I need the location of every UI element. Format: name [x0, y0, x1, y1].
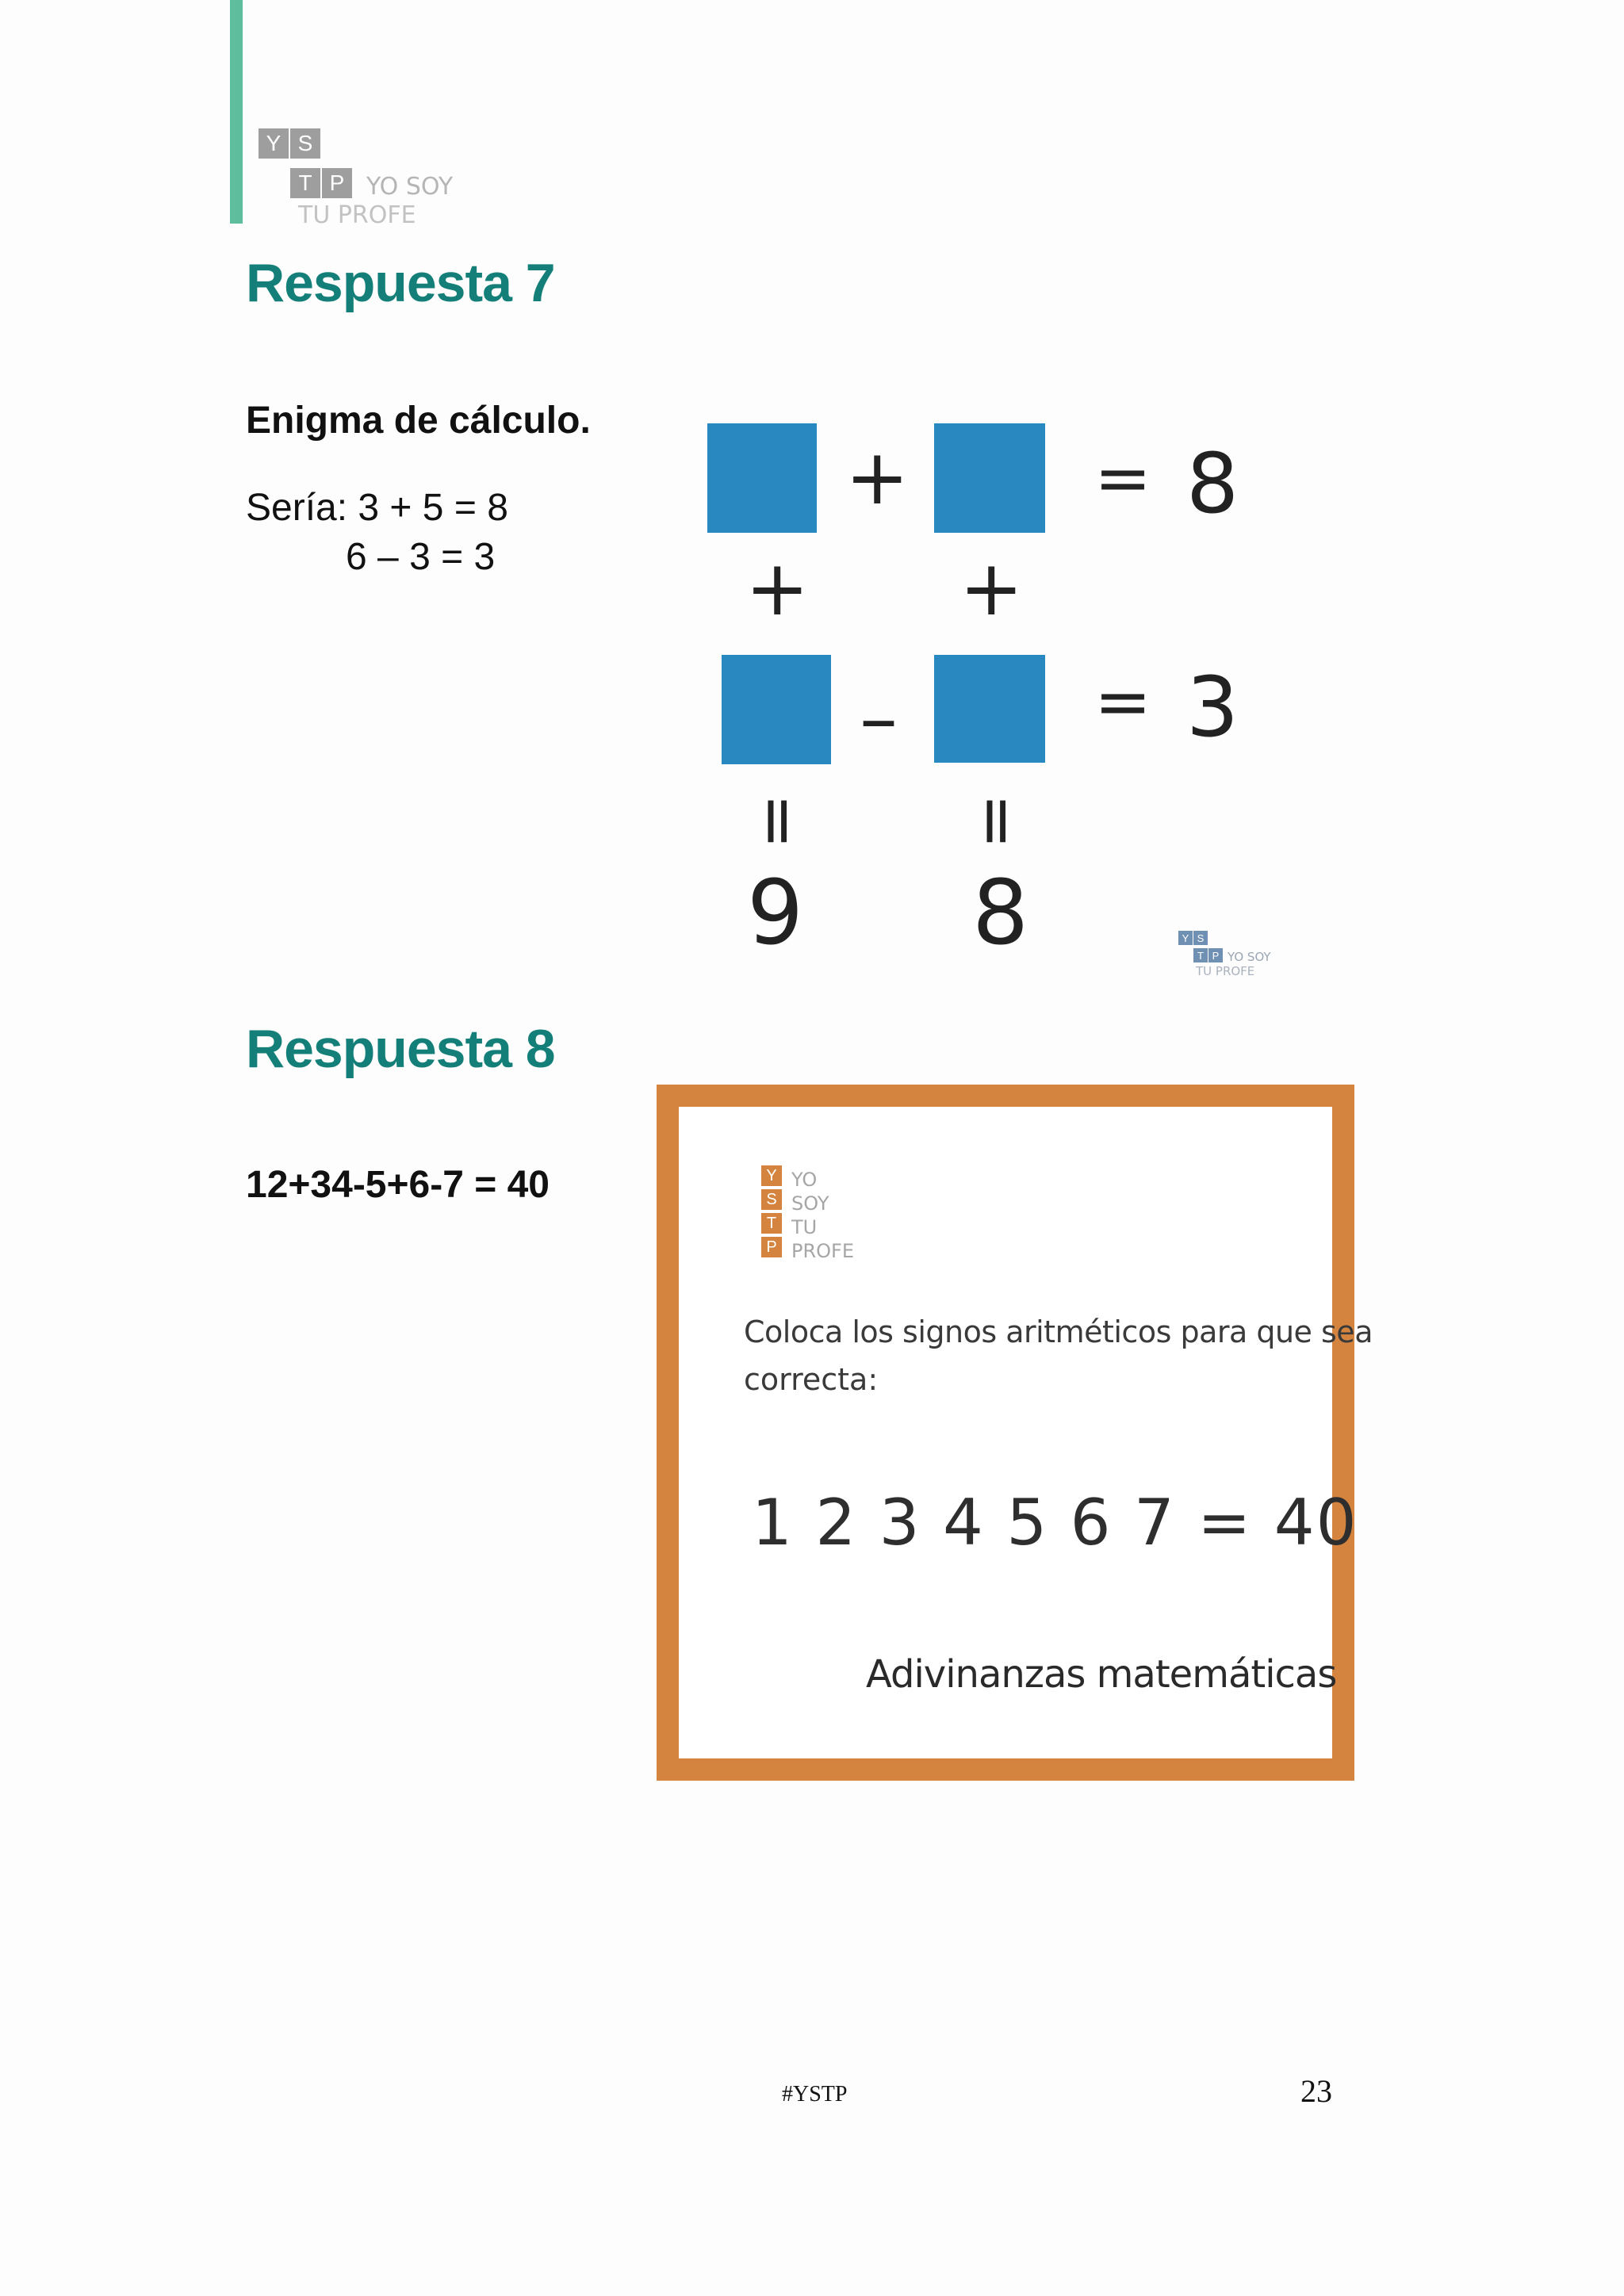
- puzzle-square-bottom-right: [934, 655, 1045, 763]
- card-logo-word-tu: TU: [791, 1216, 818, 1238]
- answer-equation: 12+34-5+6-7 = 40: [246, 1164, 550, 1206]
- watermark-letter-y: Y: [1178, 931, 1193, 945]
- logo-letter-y: Y: [259, 128, 289, 159]
- card-instruction-line2: correcta:: [744, 1362, 879, 1397]
- card-logo-letter-y: Y: [761, 1165, 782, 1186]
- puzzle-watermark-logo: [1178, 931, 1297, 978]
- puzzle-square-top-right: [934, 423, 1045, 533]
- answer-line-1: Sería: 3 + 5 = 8: [246, 487, 508, 529]
- card-logo: [761, 1165, 888, 1270]
- card-logo-letter-s: S: [761, 1189, 782, 1210]
- logo-letter-s: S: [290, 128, 320, 159]
- riddle-card-image: [657, 1085, 1373, 1781]
- watermark-letter-t: T: [1193, 948, 1208, 962]
- card-logo-word-soy: SOY: [791, 1192, 829, 1215]
- answer-line-2: 6 – 3 = 3: [346, 536, 496, 578]
- heading-respuesta-8: Respuesta 8: [246, 1019, 555, 1079]
- card-caption: Adivinanzas matemáticas: [866, 1652, 1337, 1697]
- card-logo-letter-t: T: [761, 1213, 782, 1234]
- card-equation: 1 2 3 4 5 6 7 = 40: [752, 1486, 1358, 1559]
- page-number: 23: [1300, 2073, 1332, 2109]
- puzzle-equals-bottom: =: [1094, 662, 1152, 741]
- calculation-puzzle-image: [698, 412, 1300, 983]
- logo-text-line1: YO SOY: [366, 173, 454, 201]
- subtitle-enigma: Enigma de cálculo.: [246, 400, 591, 442]
- puzzle-equals-left: =: [741, 793, 819, 850]
- riddle-card-body: [679, 1107, 1373, 1758]
- watermark-text-line1: YO SOY: [1228, 950, 1271, 964]
- ystp-logo: [259, 128, 496, 227]
- puzzle-equals-right: =: [959, 793, 1038, 850]
- puzzle-square-top-left: [707, 423, 817, 533]
- card-logo-letter-p: P: [761, 1237, 782, 1257]
- footer-hashtag: #YSTP: [782, 2082, 848, 2107]
- puzzle-plus-left: +: [745, 544, 810, 633]
- card-instruction-line1: Coloca los signos aritméticos para que sea: [744, 1314, 1373, 1349]
- puzzle-result-bottom: 3: [1186, 659, 1239, 756]
- puzzle-equals-top: =: [1094, 438, 1152, 518]
- heading-respuesta-7: Respuesta 7: [246, 253, 555, 313]
- puzzle-plus-top: +: [845, 433, 910, 522]
- puzzle-minus-bottom: –: [860, 674, 898, 763]
- puzzle-result-right: 8: [972, 862, 1029, 965]
- logo-letter-p: P: [322, 168, 352, 198]
- card-logo-word-yo: YO: [791, 1169, 818, 1191]
- puzzle-result-left: 9: [747, 862, 804, 965]
- watermark-letter-s: S: [1193, 931, 1208, 945]
- puzzle-square-bottom-left: [722, 655, 831, 764]
- card-logo-word-profe: PROFE: [791, 1240, 855, 1262]
- watermark-text-line2: TU PROFE: [1196, 964, 1255, 978]
- logo-text-line2: TU PROFE: [298, 201, 416, 229]
- accent-bar: [230, 0, 243, 224]
- puzzle-plus-right: +: [959, 544, 1024, 633]
- logo-letter-t: T: [290, 168, 320, 198]
- watermark-letter-p: P: [1208, 948, 1223, 962]
- puzzle-result-top: 8: [1186, 435, 1239, 532]
